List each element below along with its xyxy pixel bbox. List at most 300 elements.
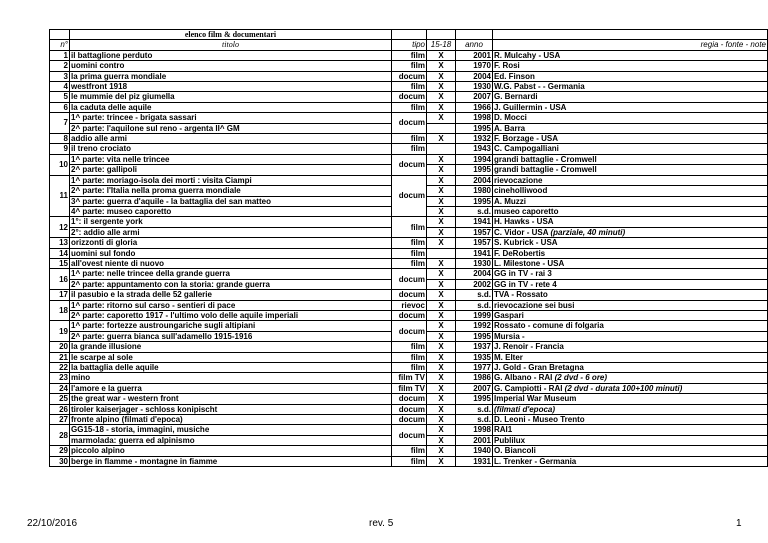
title-cell: la grande illusione <box>70 342 392 352</box>
director-cell <box>493 186 768 196</box>
table-row <box>50 248 768 258</box>
year-cell: 1995 <box>456 123 493 133</box>
year-cell: 1941 <box>456 248 493 258</box>
ww1-mark-cell: X <box>427 50 456 60</box>
type-cell: film <box>392 363 427 373</box>
ww1-mark-cell: X <box>427 238 456 248</box>
director-text: G. Campiotti - RAI <box>494 383 565 393</box>
table-row <box>50 269 768 279</box>
director-cell <box>493 373 768 383</box>
director-text: GG in TV - rai 3 <box>494 269 552 279</box>
type-cell: film <box>392 50 427 60</box>
row-number: 11 <box>50 175 70 217</box>
row-number: 21 <box>50 352 70 362</box>
director-cell <box>493 258 768 268</box>
director-text: M. Elter <box>494 352 523 362</box>
director-note: (2 dvd - 6 ore) <box>554 373 608 383</box>
director-text: F. Rosi <box>494 61 520 71</box>
table-row <box>50 352 768 362</box>
year-cell: 2007 <box>456 92 493 102</box>
list-title: elenco film & documentari <box>70 30 392 40</box>
director-note: (parziale, 40 minuti) <box>550 227 626 237</box>
ww1-mark-cell: X <box>427 425 456 435</box>
ww1-mark-cell: X <box>427 113 456 123</box>
type-cell: film <box>392 248 427 258</box>
ww1-mark-cell: X <box>427 352 456 362</box>
director-text: O. Biancoli <box>494 446 536 456</box>
title-cell: marmolada: guerra ed alpinismo <box>70 435 392 445</box>
director-text: H. Hawks - USA <box>494 217 554 227</box>
type-cell: rievoc <box>392 300 427 310</box>
ww1-mark-cell: X <box>427 154 456 164</box>
director-text: A. Muzzi <box>494 196 526 206</box>
ww1-mark-cell <box>427 144 456 154</box>
table-row <box>50 290 768 300</box>
row-number: 17 <box>50 290 70 300</box>
director-text: TVA - Rossato <box>494 290 548 300</box>
director-text: grandi battaglie - Cromwell <box>494 165 597 175</box>
director-cell <box>493 394 768 404</box>
director-cell <box>493 165 768 175</box>
director-text: J. Gold - Gran Bretagna <box>494 363 584 372</box>
table-row <box>50 175 768 185</box>
title-cell: the great war - western front <box>70 394 392 404</box>
title-cell: addio alle armi <box>70 134 392 144</box>
table-row <box>50 446 768 456</box>
title-cell: 1^ parte: moriago-isola dei morti : visita Ciampi <box>70 175 392 185</box>
director-text: Gaspari <box>494 310 524 320</box>
row-number: 26 <box>50 404 70 414</box>
col-header-year: anno <box>456 40 493 50</box>
director-cell <box>493 279 768 289</box>
row-number: 12 <box>50 217 70 238</box>
director-text: F. Borzage - USA <box>494 134 559 144</box>
year-cell: 1935 <box>456 352 493 362</box>
director-cell <box>493 71 768 81</box>
ww1-mark-cell: X <box>427 310 456 320</box>
row-number: 24 <box>50 383 70 393</box>
year-cell: 1940 <box>456 446 493 456</box>
title-cell: il treno crociato <box>70 144 392 154</box>
director-cell <box>493 300 768 310</box>
ww1-mark-cell: X <box>427 404 456 414</box>
title-cell: 1^ parte: vita nelle trincee <box>70 154 392 164</box>
director-text: Mursia - <box>494 331 525 341</box>
type-cell: film <box>392 102 427 112</box>
director-text: W.G. Pabst - - Germania <box>494 82 585 92</box>
ww1-mark-cell: X <box>427 279 456 289</box>
year-cell: 1995 <box>456 165 493 175</box>
title-cell: 2^ parte: appuntamento con la storia: grande guerra <box>70 279 392 289</box>
title-cell: 1°: il sergente york <box>70 217 392 227</box>
director-cell <box>493 321 768 331</box>
director-text: C. Campogalliani <box>494 144 559 154</box>
row-number: 28 <box>50 425 70 446</box>
year-cell: 1986 <box>456 373 493 383</box>
table-row <box>50 300 768 310</box>
footer-page-number: 1 <box>736 518 742 529</box>
type-cell: film <box>392 342 427 352</box>
row-number: 1 <box>50 50 70 60</box>
year-cell: s.d. <box>456 290 493 300</box>
director-text: C. Vidor - USA <box>494 227 551 237</box>
director-cell <box>493 50 768 60</box>
col-header-director: regia - fonte - note <box>493 40 768 50</box>
row-number: 7 <box>50 113 70 134</box>
director-text: rievocazione <box>494 175 543 185</box>
ww1-mark-cell: X <box>427 258 456 268</box>
title-cell: 2^ parte: l'Italia nella proma guerra mondiale <box>70 186 392 196</box>
title-cell: uomini sul fondo <box>70 248 392 258</box>
row-number: 29 <box>50 446 70 456</box>
type-cell: film <box>392 446 427 456</box>
title-cell: GG15-18 - storia, immagini, musiche <box>70 425 392 435</box>
ww1-mark-cell: X <box>427 102 456 112</box>
header-row-2 <box>50 40 768 50</box>
ww1-mark-cell <box>427 248 456 258</box>
year-cell: 1932 <box>456 134 493 144</box>
type-cell: docum <box>392 425 427 446</box>
director-text: museo caporetto <box>494 206 559 216</box>
ww1-mark-cell: X <box>427 175 456 185</box>
year-cell: 1970 <box>456 61 493 71</box>
type-cell: film <box>392 352 427 362</box>
title-cell: 2^ parte: gallipoli <box>70 165 392 175</box>
table-row <box>50 373 768 383</box>
title-cell: la caduta delle aquile <box>70 102 392 112</box>
director-text: grandi battaglie - Cromwell <box>494 154 597 164</box>
year-cell: 1957 <box>456 227 493 237</box>
director-cell <box>493 404 768 414</box>
row-number: 3 <box>50 71 70 81</box>
title-cell: le mummie del piz giumella <box>70 92 392 102</box>
title-cell: mino <box>70 373 392 383</box>
title-cell: 2^ parte: l'aquilone sul reno - argenta II^ GM <box>70 123 392 133</box>
director-cell <box>493 102 768 112</box>
type-cell: docum <box>392 415 427 425</box>
type-cell: film <box>392 258 427 268</box>
director-cell <box>493 92 768 102</box>
row-number: 2 <box>50 61 70 71</box>
ww1-mark-cell: X <box>427 217 456 227</box>
type-cell: film <box>392 82 427 92</box>
type-cell: docum <box>392 71 427 81</box>
type-cell: docum <box>392 175 427 217</box>
ww1-mark-cell: X <box>427 456 456 466</box>
table-row <box>50 154 768 164</box>
type-cell: docum <box>392 92 427 102</box>
row-number: 9 <box>50 144 70 154</box>
type-cell: film TV <box>392 383 427 393</box>
director-cell <box>493 175 768 185</box>
type-cell: film TV <box>392 373 427 383</box>
year-cell: s.d. <box>456 300 493 310</box>
table-row <box>50 404 768 414</box>
director-cell <box>493 82 768 92</box>
director-text: D. Leoni - Museo Trento <box>494 415 585 425</box>
director-text: R. Mulcahy - USA <box>494 50 561 60</box>
year-cell: 1957 <box>456 238 493 248</box>
table-row <box>50 50 768 60</box>
director-text: rievocazione sei busi <box>494 300 575 310</box>
year-cell: 1980 <box>456 186 493 196</box>
col-header-number: n° <box>50 40 70 50</box>
row-number: 16 <box>50 269 70 290</box>
ww1-mark-cell: X <box>427 290 456 300</box>
title-cell: 1^ parte: ritorno sul carso - sentieri di pace <box>70 300 392 310</box>
director-cell <box>493 363 768 373</box>
director-text: J. Guillermin - USA <box>494 102 567 112</box>
type-cell: film <box>392 144 427 154</box>
director-cell <box>493 415 768 425</box>
director-cell <box>493 446 768 456</box>
director-text: L. Trenker - Germania <box>494 456 577 466</box>
row-number: 23 <box>50 373 70 383</box>
row-number: 14 <box>50 248 70 258</box>
title-cell: la battaglia delle aquile <box>70 363 392 373</box>
row-number: 27 <box>50 415 70 425</box>
title-cell: la prima guerra mondiale <box>70 71 392 81</box>
director-text: G. Bernardi <box>494 92 538 102</box>
director-text: G. Albano - RAI <box>494 373 555 383</box>
director-text: Rossato - comune di folgaria <box>494 321 604 331</box>
table-row <box>50 134 768 144</box>
year-cell: 1931 <box>456 456 493 466</box>
director-cell <box>493 269 768 279</box>
director-cell <box>493 113 768 123</box>
title-cell: 2^ parte: guerra bianca sull'adamello 1915-1916 <box>70 331 392 341</box>
director-cell <box>493 352 768 362</box>
director-text: cineholliwood <box>494 186 548 196</box>
ww1-mark-cell: X <box>427 134 456 144</box>
director-note: (filmati d'epoca) <box>494 404 556 414</box>
row-number: 13 <box>50 238 70 248</box>
ww1-mark-cell: X <box>427 92 456 102</box>
ww1-mark-cell: X <box>427 196 456 206</box>
year-cell: 1930 <box>456 82 493 92</box>
director-cell <box>493 217 768 227</box>
title-cell: fronte alpino (filmati d'epoca) <box>70 415 392 425</box>
title-cell: le scarpe al sole <box>70 352 392 362</box>
ww1-mark-cell: X <box>427 61 456 71</box>
director-cell <box>493 310 768 320</box>
title-cell: 2°: addio alle armi <box>70 227 392 237</box>
ww1-mark-cell: X <box>427 342 456 352</box>
ww1-mark-cell: X <box>427 435 456 445</box>
type-cell: docum <box>392 404 427 414</box>
year-cell: 1994 <box>456 154 493 164</box>
row-number: 6 <box>50 102 70 112</box>
title-cell: piccolo alpino <box>70 446 392 456</box>
director-cell <box>493 154 768 164</box>
type-cell: docum <box>392 394 427 404</box>
year-cell: 2001 <box>456 50 493 60</box>
type-cell: film <box>392 61 427 71</box>
row-number: 30 <box>50 456 70 466</box>
title-cell: 2^ parte: caporetto 1917 - l'ultimo volo delle aquile imperiali <box>70 310 392 320</box>
director-text: J. Renoir - Francia <box>494 342 564 352</box>
table-row <box>50 258 768 268</box>
row-number: 5 <box>50 92 70 102</box>
ww1-mark-cell: X <box>427 206 456 216</box>
director-cell <box>493 425 768 435</box>
year-cell: 2007 <box>456 383 493 393</box>
title-cell: il pasubio e la strada delle 52 gallerie <box>70 290 392 300</box>
year-cell: 2004 <box>456 175 493 185</box>
director-cell <box>493 383 768 393</box>
year-cell: s.d. <box>456 206 493 216</box>
year-cell: s.d. <box>456 404 493 414</box>
table-row <box>50 113 768 123</box>
table-row <box>50 342 768 352</box>
year-cell: 1966 <box>456 102 493 112</box>
ww1-mark-cell: X <box>427 331 456 341</box>
year-cell: 1995 <box>456 331 493 341</box>
title-cell: l'amore e la guerra <box>70 383 392 393</box>
table-row <box>50 456 768 466</box>
row-number: 10 <box>50 154 70 175</box>
title-cell: 1^ parte: nelle trincee della grande guerra <box>70 269 392 279</box>
director-text: S. Kubrick - USA <box>494 238 558 248</box>
title-cell: westfront 1918 <box>70 82 392 92</box>
type-cell: film <box>392 238 427 248</box>
title-cell: 3^ parte: guerra d'aquile - la battaglia del san matteo <box>70 196 392 206</box>
ww1-mark-cell: X <box>427 82 456 92</box>
ww1-mark-cell: X <box>427 415 456 425</box>
title-cell: tiroler kaiserjager - schloss konipischt <box>70 404 392 414</box>
row-number: 8 <box>50 134 70 144</box>
table-row <box>50 363 768 373</box>
col-header-ww1: 15-18 <box>427 40 456 50</box>
ww1-mark-cell: X <box>427 383 456 393</box>
year-cell: s.d. <box>456 415 493 425</box>
director-text: GG in TV - rete 4 <box>494 279 557 289</box>
type-cell: docum <box>392 154 427 175</box>
row-number: 20 <box>50 342 70 352</box>
year-cell: 1930 <box>456 258 493 268</box>
table-row <box>50 383 768 393</box>
row-number: 22 <box>50 363 70 373</box>
table-row <box>50 415 768 425</box>
year-cell: 2001 <box>456 435 493 445</box>
director-cell <box>493 134 768 144</box>
title-cell: berge in flamme - montagne in fiamme <box>70 456 392 466</box>
director-text: A. Barra <box>494 123 526 133</box>
title-cell: uomini contro <box>70 61 392 71</box>
table-row <box>50 144 768 154</box>
title-cell: 1^ parte: trincee - brigata sassari <box>70 113 392 123</box>
header-row-1 <box>50 30 768 40</box>
director-cell <box>493 61 768 71</box>
director-cell <box>493 206 768 216</box>
year-cell: 1977 <box>456 363 493 373</box>
title-cell: 4^ parte: museo caporetto <box>70 206 392 216</box>
table-row <box>50 425 768 435</box>
table-row <box>50 102 768 112</box>
type-cell: film <box>392 456 427 466</box>
ww1-mark-cell: X <box>427 227 456 237</box>
ww1-mark-cell: X <box>427 71 456 81</box>
ww1-mark-cell: X <box>427 394 456 404</box>
director-text: Publilux <box>494 435 526 445</box>
director-cell <box>493 227 768 237</box>
ww1-mark-cell: X <box>427 165 456 175</box>
ww1-mark-cell: X <box>427 321 456 331</box>
director-text: RAI1 <box>494 425 513 435</box>
title-cell: 1^ parte: fortezze austroungariche sugli altipiani <box>70 321 392 331</box>
director-cell <box>493 123 768 133</box>
director-cell <box>493 290 768 300</box>
ww1-mark-cell: X <box>427 446 456 456</box>
director-cell <box>493 435 768 445</box>
year-cell: 1943 <box>456 144 493 154</box>
year-cell: 1998 <box>456 113 493 123</box>
ww1-mark-cell <box>427 123 456 133</box>
col-header-type: tipo <box>392 40 427 50</box>
year-cell: 1995 <box>456 394 493 404</box>
type-cell: film <box>392 134 427 144</box>
year-cell: 1941 <box>456 217 493 227</box>
year-cell: 1992 <box>456 321 493 331</box>
year-cell: 2004 <box>456 71 493 81</box>
table-row <box>50 217 768 227</box>
director-cell <box>493 331 768 341</box>
table-row <box>50 238 768 248</box>
table-row <box>50 321 768 331</box>
col-header-title: titolo <box>70 40 392 50</box>
type-cell: film <box>392 217 427 238</box>
year-cell: 1998 <box>456 425 493 435</box>
type-cell: docum <box>392 290 427 300</box>
director-cell <box>493 248 768 258</box>
director-cell <box>493 238 768 248</box>
ww1-mark-cell: X <box>427 269 456 279</box>
ww1-mark-cell: X <box>427 363 456 373</box>
director-text: D. Mocci <box>494 113 527 123</box>
year-cell: 2004 <box>456 269 493 279</box>
director-cell <box>493 144 768 154</box>
row-number: 15 <box>50 258 70 268</box>
film-list-table <box>49 29 768 467</box>
ww1-mark-cell: X <box>427 186 456 196</box>
table-row <box>50 61 768 71</box>
footer-revision: rev. 5 <box>369 518 394 529</box>
year-cell: 2002 <box>456 279 493 289</box>
director-text: Imperial War Museum <box>494 394 577 404</box>
row-number: 19 <box>50 321 70 342</box>
row-number: 18 <box>50 300 70 321</box>
row-number: 25 <box>50 394 70 404</box>
director-cell <box>493 342 768 352</box>
table-row <box>50 92 768 102</box>
director-cell <box>493 456 768 466</box>
title-cell: il battaglione perduto <box>70 50 392 60</box>
table-row <box>50 71 768 81</box>
row-number: 4 <box>50 82 70 92</box>
director-note: (2 dvd - durata 100+100 minuti) <box>564 383 683 393</box>
type-cell: docum <box>392 269 427 290</box>
table-row <box>50 82 768 92</box>
year-cell: 1995 <box>456 196 493 206</box>
director-cell <box>493 196 768 206</box>
director-text: Ed. Finson <box>494 71 535 81</box>
title-cell: orizzonti di gloria <box>70 238 392 248</box>
type-cell: docum <box>392 310 427 320</box>
table-row <box>50 310 768 320</box>
type-cell: docum <box>392 321 427 342</box>
ww1-mark-cell: X <box>427 300 456 310</box>
table-row <box>50 394 768 404</box>
